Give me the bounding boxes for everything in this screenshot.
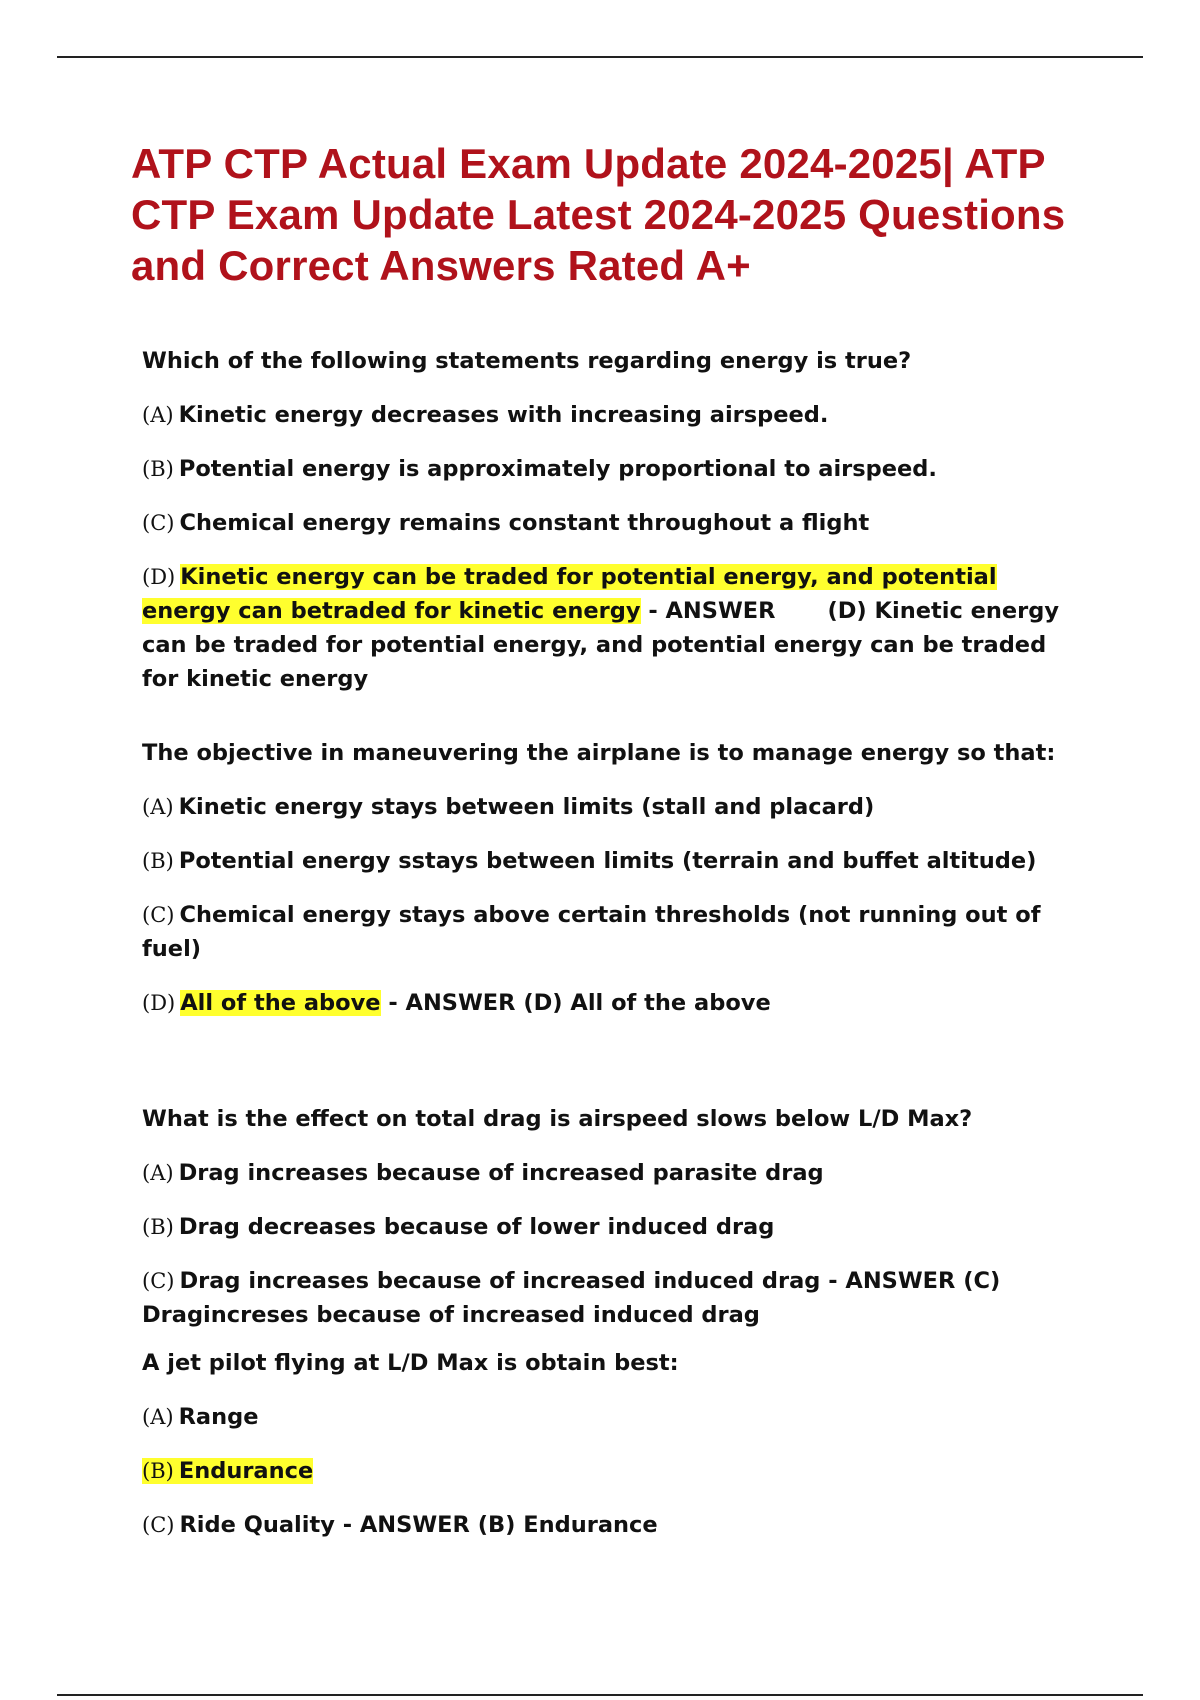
question-text: The objective in maneuvering the airplane is to manage energy so that:: [142, 740, 1056, 766]
highlighted-option-text: Kinetic energy can be traded for potential energy, and potential energy can betraded for kinetic energy: [142, 564, 997, 624]
option-letter: (C): [142, 1513, 175, 1537]
option-d: [142, 560, 1082, 696]
highlighted-option-text: All of the above: [180, 990, 381, 1016]
option-text: Kinetic energy stays between limits (stall and placard): [178, 794, 875, 820]
question-block-3: [142, 1102, 1082, 1332]
option-a: [142, 1400, 1082, 1434]
option-d: [142, 986, 1082, 1020]
option-text: Drag increases because of increased parasite drag: [178, 1160, 824, 1186]
question-text: What is the effect on total drag is airspeed slows below L/D Max?: [142, 1106, 973, 1132]
option-text: Potential energy is approximately proportional to airspeed.: [178, 456, 937, 482]
answer-separator: - ANSWER: [640, 598, 776, 624]
option-letter: (A): [142, 1405, 174, 1429]
option-c: [142, 506, 1082, 540]
answer-text: - ANSWER (B) Endurance: [334, 1512, 658, 1538]
question-block-2: [142, 736, 1082, 1020]
option-text: Drag increases because of increased induced drag: [179, 1268, 821, 1294]
option-letter: (D): [142, 991, 176, 1015]
option-text: Chemical energy stays above certain thresholds (not running out of fuel): [142, 902, 1041, 962]
option-a: [142, 1156, 1082, 1190]
option-letter: (C): [142, 903, 175, 927]
option-letter: (B): [142, 1215, 174, 1239]
option-b: [142, 1454, 1082, 1488]
option-c: [142, 1508, 1082, 1542]
answer-text: - ANSWER (D) All of the above: [380, 990, 771, 1016]
option-letter: (A): [142, 795, 174, 819]
option-letter: (B): [142, 457, 174, 481]
option-text: Ride Quality: [179, 1512, 335, 1538]
option-c: [142, 1264, 1082, 1332]
bottom-rule: [57, 1694, 1143, 1696]
option-text: Kinetic energy decreases with increasing airspeed.: [178, 402, 829, 428]
question-block-4: [142, 1346, 1082, 1542]
answer-text: (D) Kinetic energy can be traded for potential energy, and potential energy can be traded for kinetic energy: [142, 598, 1060, 692]
question-text: A jet pilot flying at L/D Max is obtain best:: [142, 1350, 679, 1376]
question-block-1: [142, 344, 1082, 696]
top-rule: [57, 56, 1143, 58]
option-c: [142, 898, 1082, 966]
option-letter: (D): [142, 565, 176, 589]
option-b: [142, 452, 1082, 486]
option-letter: (A): [142, 403, 174, 427]
option-text: Range: [178, 1404, 259, 1430]
option-b: [142, 1210, 1082, 1244]
option-letter: (C): [142, 1269, 175, 1293]
exam-content: [142, 344, 1082, 1542]
answer-text: - ANSWER (C) Dragincreses because of increased induced drag: [142, 1268, 1001, 1328]
page-title: ATP CTP Actual Exam Update 2024-2025| ATP CTP Exam Update Latest 2024-2025 Questions and Correct Answers Rated A+: [131, 140, 1066, 289]
option-text: Potential energy sstays between limits (terrain and buffet altitude): [178, 848, 1037, 874]
option-text: Drag decreases because of lower induced drag: [178, 1214, 775, 1240]
option-letter: (A): [142, 1161, 174, 1185]
option-letter: (C): [142, 511, 175, 535]
option-letter: (B): [142, 1459, 174, 1483]
option-letter: (B): [142, 849, 174, 873]
option-text: Chemical energy remains constant throughout a flight: [179, 510, 870, 536]
highlighted-option-text: Endurance: [178, 1458, 314, 1484]
option-b: [142, 844, 1082, 878]
question-text: Which of the following statements regarding energy is true?: [142, 348, 912, 374]
option-a: [142, 790, 1082, 824]
option-a: [142, 398, 1082, 432]
